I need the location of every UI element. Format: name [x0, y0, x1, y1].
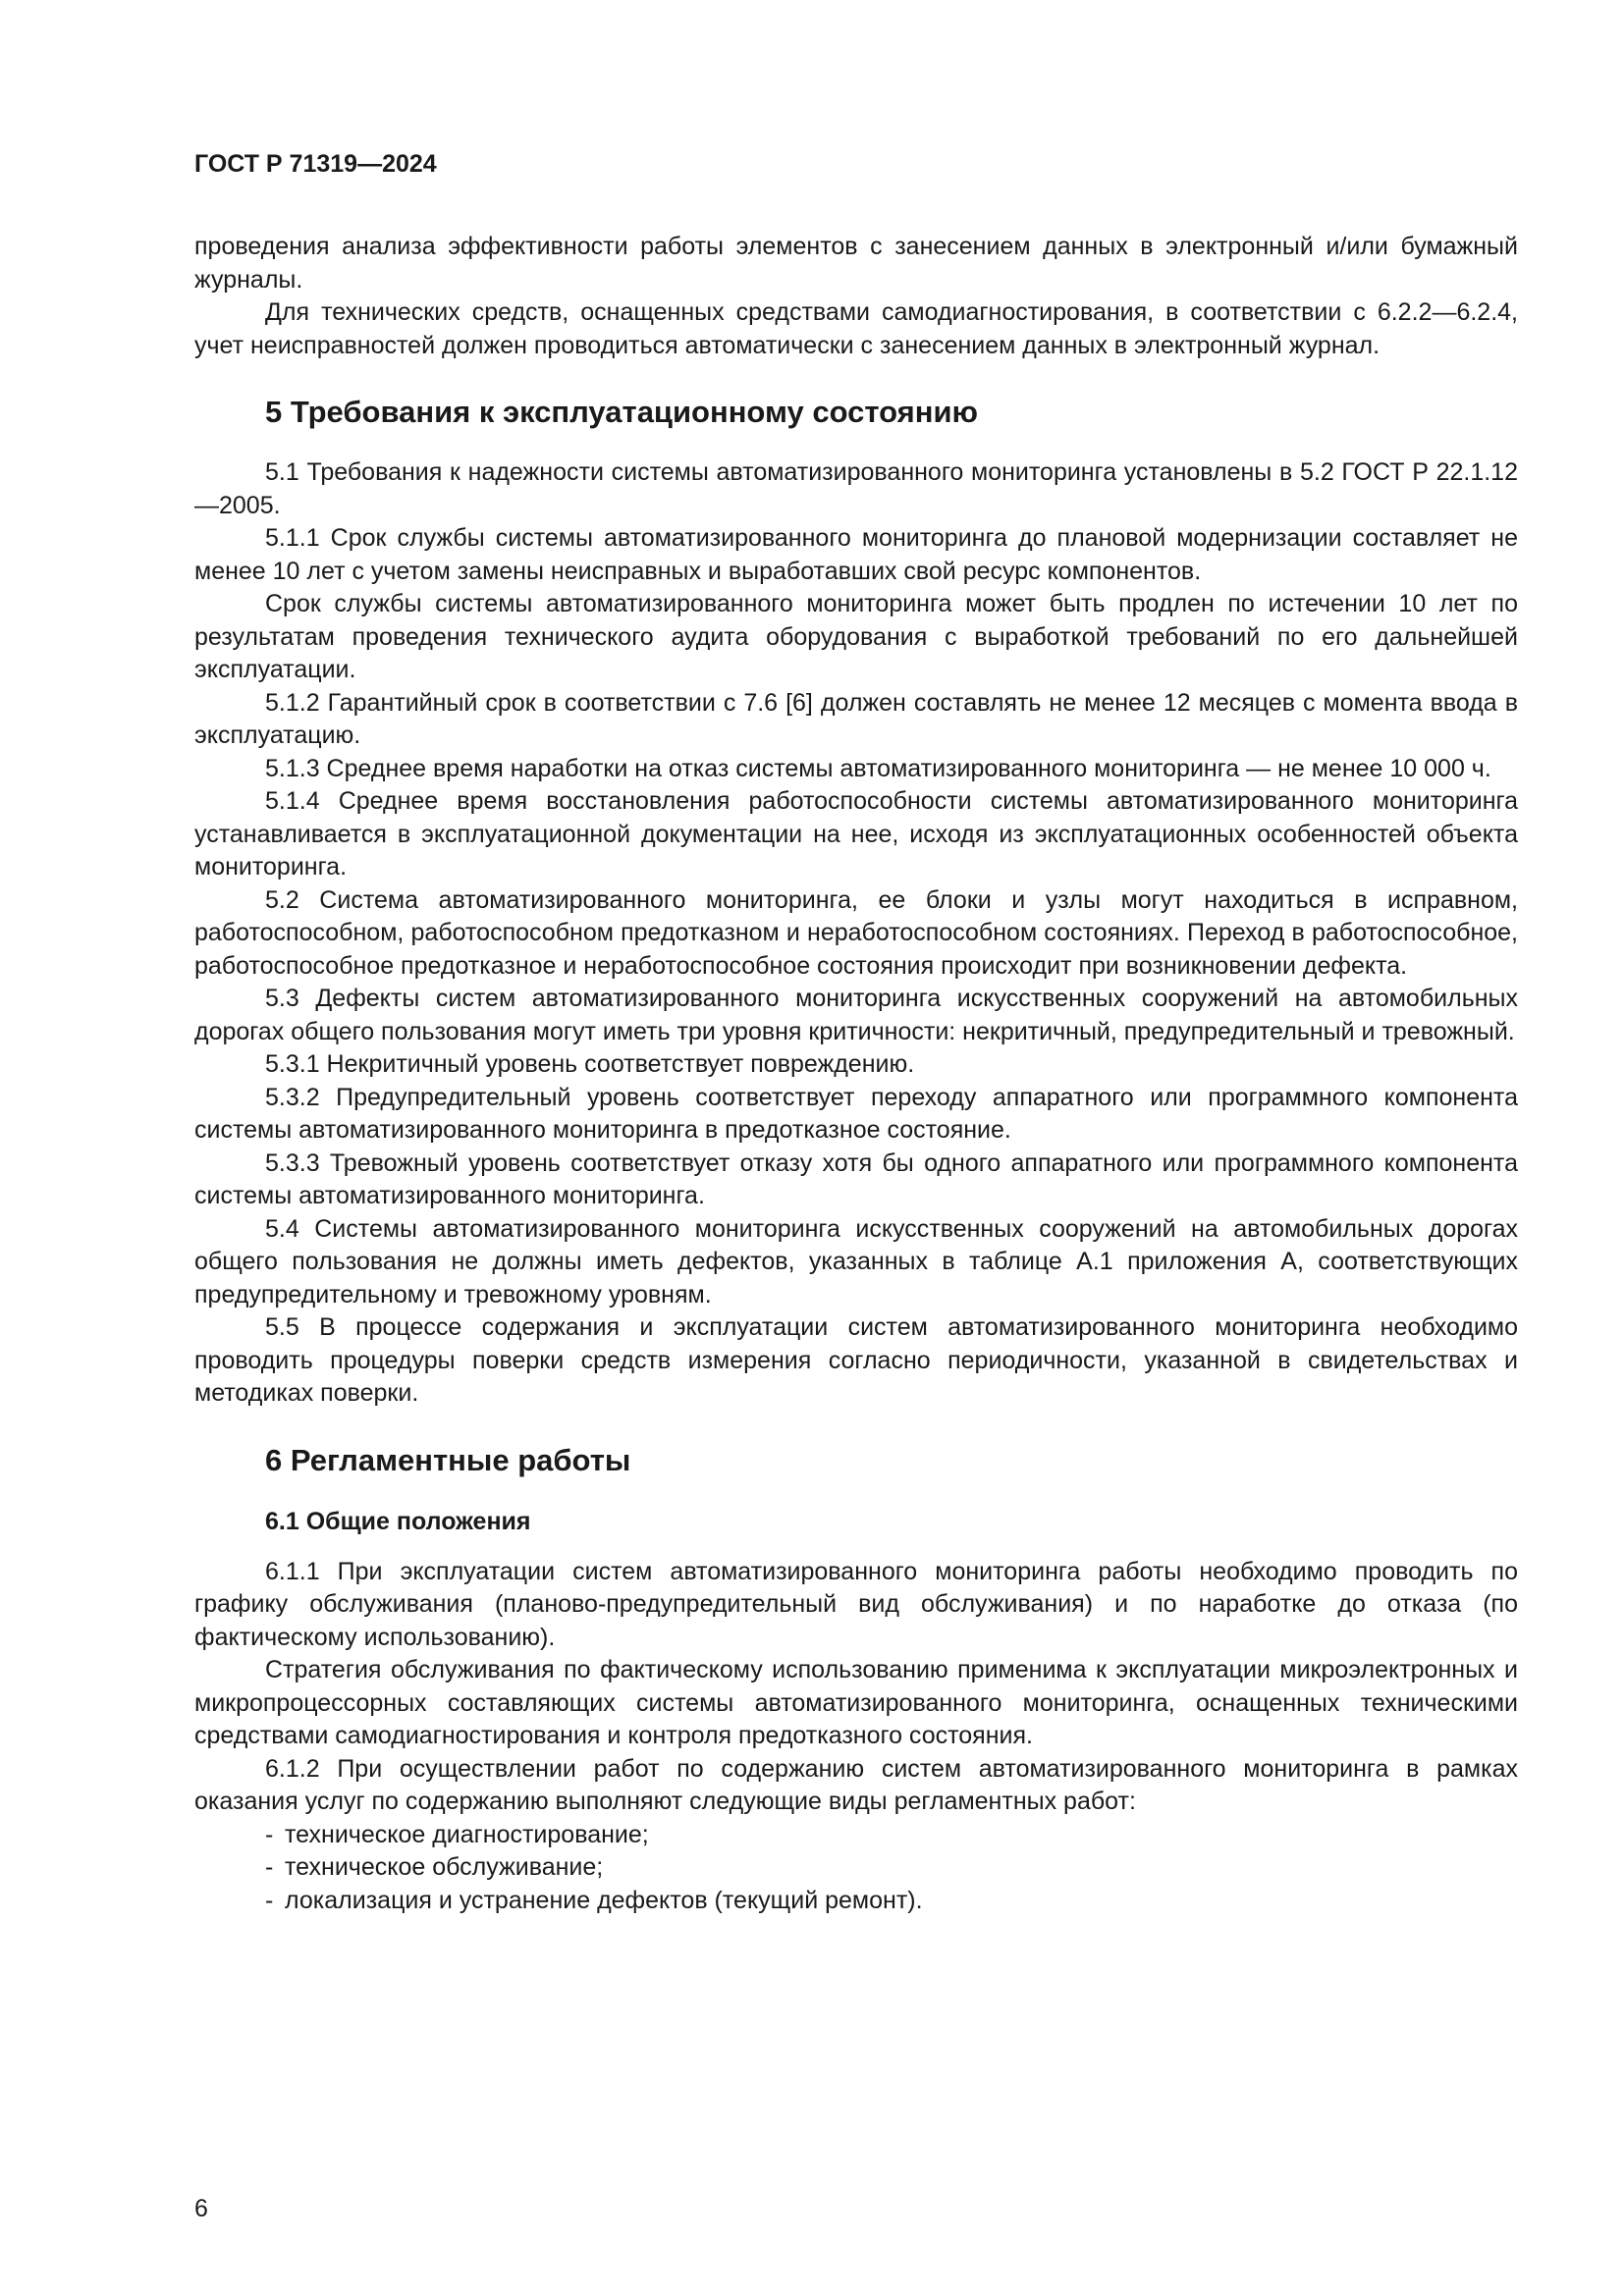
- paragraph-5-1-2: 5.1.2 Гарантийный срок в соответствии с 7.6 [6] должен составлять не менее 12 месяцев с момента ввода в эксплуатацию.: [194, 688, 1518, 749]
- paragraph-6-1-1: 6.1.1 При эксплуатации систем автоматизированного мониторинга работы необходимо проводить по графику обслуживания (планово-предупредительный вид обслуживания) и по наработке до отказа (по фактическому использованию).: [194, 1557, 1518, 1651]
- subsection-6-1-title: 6.1 Общие положения: [265, 1507, 531, 1535]
- paragraph-5-2: 5.2 Система автоматизированного мониторинга, ее блоки и узлы могут находиться в исправном, работоспособном, работоспособном предотказном и неработоспособном состояниях. Переход в работоспособное, работоспособное предотказное и неработоспособное состояния происходит при возникновении дефекта.: [194, 885, 1518, 980]
- document-page: [194, 147, 1518, 1917]
- paragraph-5-1-4: 5.1.4 Среднее время восстановления работоспособности системы автоматизированного мониторинга устанавливается в эксплуатационной документации на нее, исходя из эксплуатационных особенностей объекта мониторинга.: [194, 787, 1518, 881]
- section-5-title: 5 Требования к эксплуатационному состоянию: [265, 395, 978, 429]
- paragraph-5-3-3: 5.3.3 Тревожный уровень соответствует отказу хотя бы одного аппаратного или программного компонента системы автоматизированного мониторинга.: [194, 1148, 1518, 1209]
- paragraph-5-3-2: 5.3.2 Предупредительный уровень соответствует переходу аппаратного или программного компонента системы автоматизированного мониторинга в предотказное состояние.: [194, 1083, 1518, 1144]
- intro-paragraph: проведения анализа эффективности работы элементов с занесением данных в электронный и/или бумажный журналы.: [194, 233, 1518, 294]
- work-types-list: [194, 1819, 1518, 1918]
- list-item: - локализация и устранение дефектов (текущий ремонт).: [265, 1885, 1518, 1918]
- list-item: - техническое диагностирование;: [265, 1819, 1518, 1852]
- paragraph-5-1-3: 5.1.3 Среднее время наработки на отказ системы автоматизированного мониторинга — не менее 10 000 ч.: [265, 754, 1491, 782]
- paragraph-5-4: 5.4 Системы автоматизированного мониторинга искусственных сооружений на автомобильных дорогах общего пользования не должны иметь дефектов, указанных в таблице А.1 приложения А, соответствующих предупредительному и тревожному уровням.: [194, 1214, 1518, 1308]
- document-id-header: ГОСТ Р 71319—2024: [194, 150, 437, 178]
- paragraph-maintenance-strategy: Стратегия обслуживания по фактическому использованию применима к эксплуатации микроэлектронных и микропроцессорных составляющих системы автоматизированного мониторинга, оснащенных техническими средствами самодиагностирования и контроля предотказного состояния.: [194, 1656, 1518, 1749]
- paragraph-service-life: Срок службы системы автоматизированного мониторинга может быть продлен по истечении 10 лет по результатам проведения технического аудита оборудования с выработкой требований по его дальнейшей эксплуатации.: [194, 590, 1518, 683]
- paragraph-5-1: 5.1 Требования к надежности системы автоматизированного мониторинга установлены в 5.2 ГОСТ Р 22.1.12—2005.: [194, 458, 1518, 519]
- intro-paragraph: Для технических средств, оснащенных средствами самодиагностирования, в соответствии с 6.2.2—6.2.4, учет неисправностей должен проводиться автоматически с занесением данных в электронный журнал.: [194, 298, 1518, 359]
- list-item: - техническое обслуживание;: [265, 1851, 1518, 1885]
- section-6-title: 6 Регламентные работы: [265, 1442, 631, 1477]
- paragraph-5-5: 5.5 В процессе содержания и эксплуатации систем автоматизированного мониторинга необходимо проводить процедуры поверки средств измерения согласно периодичности, указанной в свидетельствах и методиках поверки.: [194, 1313, 1518, 1407]
- paragraph-5-3: 5.3 Дефекты систем автоматизированного мониторинга искусственных сооружений на автомобильных дорогах общего пользования могут иметь три уровня критичности: некритичный, предупредительный и тревожный.: [194, 985, 1518, 1045]
- paragraph-5-1-1: 5.1.1 Срок службы системы автоматизированного мониторинга до плановой модернизации составляет не менее 10 лет с учетом замены неисправных и выработавших свой ресурс компонентов.: [194, 524, 1518, 585]
- paragraph-5-3-1: 5.3.1 Некритичный уровень соответствует повреждению.: [265, 1050, 915, 1078]
- page-number: 6: [194, 2195, 208, 2222]
- paragraph-6-1-2: 6.1.2 При осуществлении работ по содержанию систем автоматизированного мониторинга в рамках оказания услуг по содержанию выполняют следующие виды регламентных работ:: [194, 1754, 1518, 1815]
